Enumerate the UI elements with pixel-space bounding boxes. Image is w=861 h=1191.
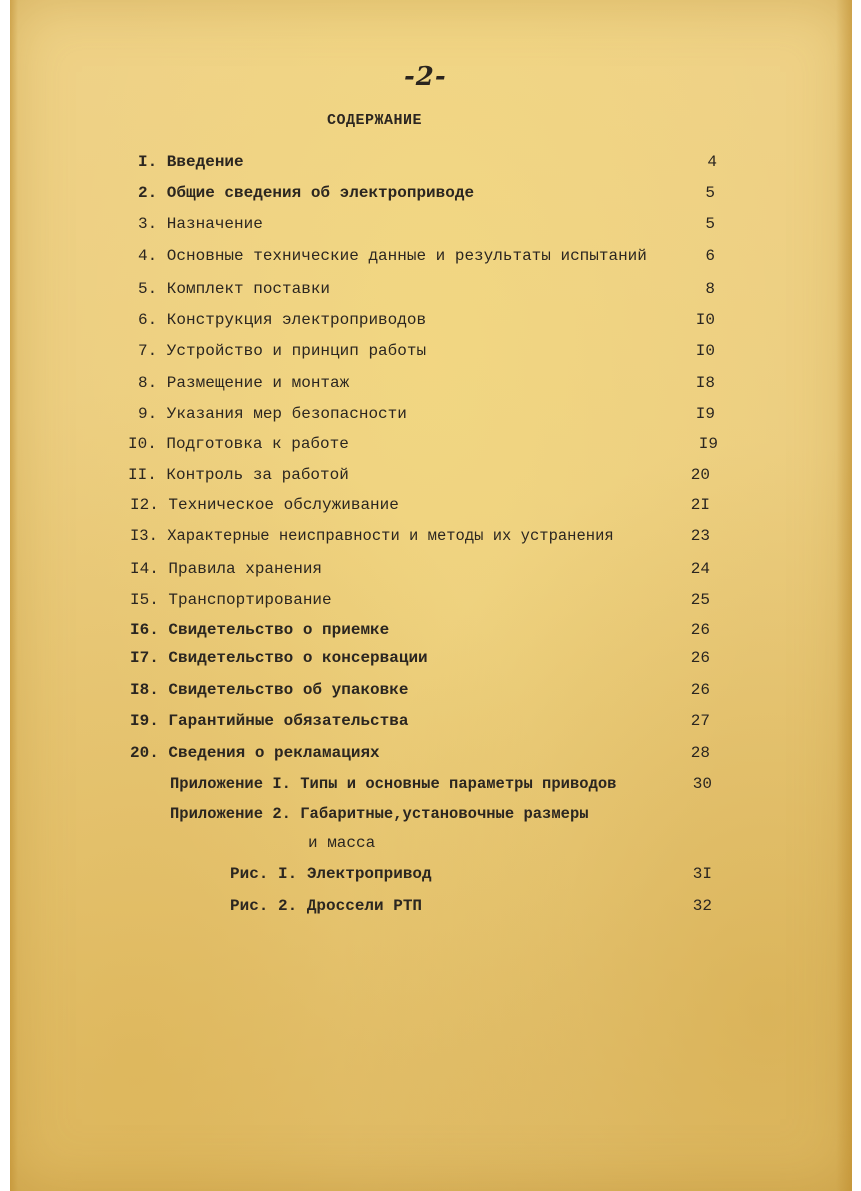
- toc-entry-page: 26: [690, 681, 710, 699]
- toc-entry: [10, 679, 852, 701]
- toc-entry: [10, 245, 852, 267]
- toc-entry-title: I5. Транспортирование: [130, 591, 332, 609]
- toc-entry-title: I9. Гарантийные обязательства: [130, 712, 409, 730]
- toc-entry-page: 24: [690, 560, 710, 578]
- toc-entry-title: II. Контроль за работой: [128, 466, 349, 484]
- toc-entry-title: Приложение 2. Габаритные,установочные размеры: [170, 805, 589, 823]
- page-number: -2-: [404, 62, 447, 92]
- toc-entry-title: Приложение I. Типы и основные параметры приводов: [170, 775, 617, 793]
- toc-entry-page: I0: [695, 311, 715, 329]
- toc-entry: [10, 832, 852, 854]
- toc-entry-page: 20: [690, 466, 710, 484]
- page-title: СОДЕРЖАНИЕ: [327, 112, 423, 129]
- toc-entry-title: Рис. I. Электропривод: [230, 865, 432, 883]
- toc-entry-page: 6: [705, 247, 715, 265]
- toc-entry-title: 8. Размещение и монтаж: [138, 374, 350, 392]
- toc-entry: [10, 433, 852, 455]
- toc-entry: [10, 589, 852, 611]
- toc-entry-title: I6. Свидетельство о приемке: [130, 621, 390, 639]
- toc-entry-page: 30: [692, 775, 712, 793]
- toc-entry-page: 8: [705, 280, 715, 298]
- toc-entry-page: 5: [705, 215, 715, 233]
- toc-entry-title: I0. Подготовка к работе: [128, 435, 349, 453]
- toc-entry: [10, 309, 852, 331]
- toc-entry-title: 2. Общие сведения об электроприводе: [138, 184, 475, 202]
- toc-entry: [10, 647, 852, 669]
- toc-entry: [10, 710, 852, 732]
- toc-entry-title: I. Введение: [138, 153, 244, 171]
- toc-entry: [10, 895, 852, 917]
- toc-entry: [10, 558, 852, 580]
- document-page: [10, 0, 852, 1191]
- toc-entry: [10, 182, 852, 204]
- toc-entry-title: I2. Техническое обслуживание: [130, 496, 399, 514]
- toc-entry-title: 5. Комплект поставки: [138, 280, 331, 298]
- toc-entry-page: 2I: [690, 496, 710, 514]
- toc-entry: [10, 372, 852, 394]
- toc-entry-page: 26: [690, 649, 710, 667]
- toc-entry-page: 28: [690, 744, 710, 762]
- toc-entry-page: 23: [690, 527, 710, 545]
- toc-entry-title: I3. Характерные неисправности и методы их устранения: [130, 527, 614, 545]
- toc-entry: [10, 494, 852, 516]
- toc-entry: [10, 863, 852, 885]
- toc-entry-page: I0: [695, 342, 715, 360]
- toc-entry: [10, 213, 852, 235]
- toc-entry: [10, 403, 852, 425]
- toc-entry-title: и масса: [308, 834, 376, 852]
- toc-entry-title: I8. Свидетельство об упаковке: [130, 681, 409, 699]
- toc-entry-page: 26: [690, 621, 710, 639]
- toc-entry: [10, 803, 852, 825]
- toc-entry-page: 25: [690, 591, 710, 609]
- toc-entry: [10, 340, 852, 362]
- toc-entry-title: 9. Указания мер безопасности: [138, 405, 407, 423]
- toc-entry: [10, 742, 852, 764]
- toc-entry: [10, 151, 852, 173]
- toc-entry-title: I4. Правила хранения: [130, 560, 323, 578]
- toc-entry-page: 3I: [692, 865, 712, 883]
- toc-entry-title: I7. Свидетельство о консервации: [130, 649, 428, 667]
- toc-entry-title: 20. Сведения о рекламациях: [130, 744, 380, 762]
- toc-entry-page: 32: [692, 897, 712, 915]
- toc-entry-page: 5: [705, 184, 715, 202]
- toc-entry: [10, 525, 852, 547]
- toc-entry-page: I9: [698, 435, 718, 453]
- toc-entry: [10, 773, 852, 795]
- toc-entry-title: 3. Назначение: [138, 215, 263, 233]
- toc-entry-title: 7. Устройство и принцип работы: [138, 342, 427, 360]
- toc-entry: [10, 278, 852, 300]
- toc-entry-title: 4. Основные технические данные и результаты испытаний: [138, 247, 647, 265]
- toc-entry: [10, 619, 852, 641]
- toc-entry: [10, 464, 852, 486]
- toc-entry-page: I9: [695, 405, 715, 423]
- toc-entry-page: 27: [690, 712, 710, 730]
- toc-entry-page: 4: [707, 153, 717, 171]
- toc-entry-title: Рис. 2. Дроссели РТП: [230, 897, 423, 915]
- toc-entry-title: 6. Конструкция электроприводов: [138, 311, 427, 329]
- toc-entry-page: I8: [695, 374, 715, 392]
